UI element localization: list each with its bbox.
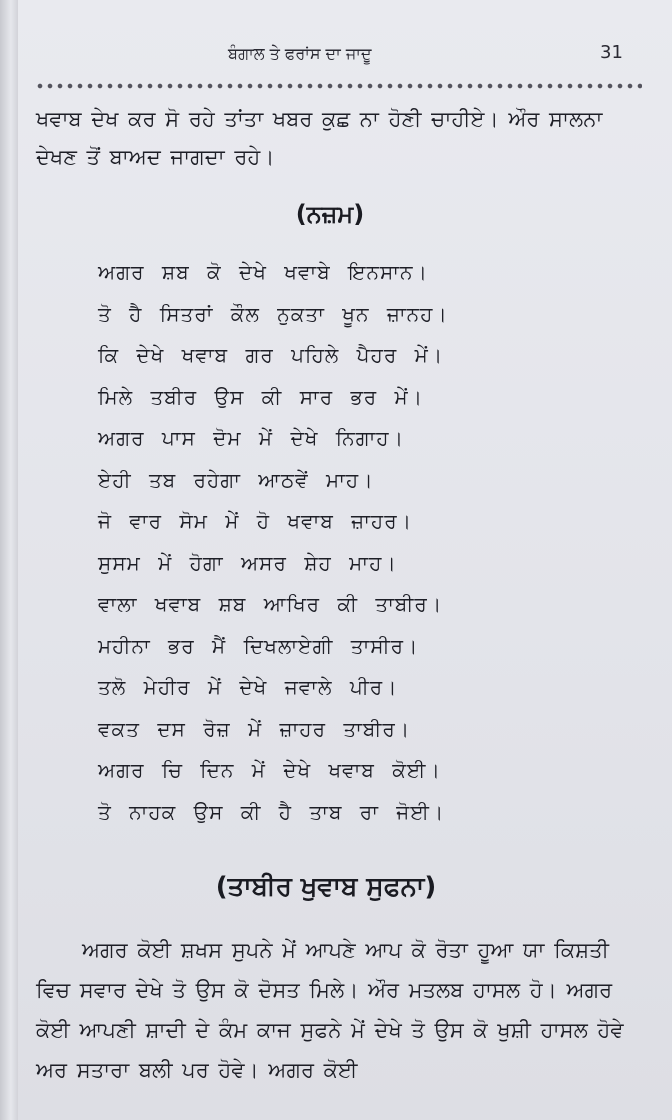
verse-line: ਤੋ ਹੈ ਸਿਤਰਾਂ ਕੌਲ ਨੁਕਤਾ ਖੂਨ ਜ਼ਾਨਹ। — [98, 301, 448, 326]
verse-line: ਤਲੋ ਮੇਹੀਰ ਮੇਂ ਦੇਖੇ ਜਵਾਲੇ ਪੀਰ। — [98, 675, 398, 699]
verse-line: ਵਕਤ ਦਸ ਰੋਜ਼ ਮੇਂ ਜ਼ਾਹਰ ਤਾਬੀਰ। — [98, 716, 411, 741]
ornamental-divider — [36, 80, 642, 92]
running-head: ਬੰਗਾਲ ਤੇ ਫਰਾਂਸ ਦਾ ਜਾਦੂ — [228, 44, 372, 63]
verse-line: ਅਗਰ ਪਾਸ ਦੋਮ ਮੇਂ ਦੇਖੇ ਨਿਗਾਹ। — [98, 426, 405, 450]
page-number: 31 — [600, 42, 623, 63]
verse-line: ਅਗਰ ਚਿ ਦਿਨ ਮੇਂ ਦੇਖੇ ਖਵਾਬ ਕੋਈ। — [98, 758, 441, 782]
book-binding-edge — [0, 0, 19, 1120]
verse-line: ਮਹੀਨਾ ਭਰ ਮੈਂ ਦਿਖਲਾਏਗੀ ਤਾਸੀਰ। — [98, 633, 419, 658]
section-heading-nazm: (ਨਜ਼ਮ) — [295, 200, 365, 228]
verse-list — [98, 252, 558, 833]
verse-line: ਅਗਰ ਸ਼ਬ ਕੋ ਦੇਖੇ ਖਵਾਬੇ ਇਨਸਾਨ। — [98, 260, 428, 284]
verse-line: ਕਿ ਦੇਖੇ ਖਵਾਬ ਗਰ ਪਹਿਲੇ ਪੈਹਰ ਮੇਂ। — [98, 343, 444, 367]
verse-line: ਵਾਲਾ ਖਵਾਬ ਸ਼ਬ ਆਖਿਰ ਕੀ ਤਾਬੀਰ। — [98, 592, 443, 616]
verse-line: ਸੁਸਮ ਮੇਂ ਹੋਗਾ ਅਸਰ ਸ਼ੇਹ ਮਾਹ। — [98, 550, 397, 575]
body-paragraph: ਅਗਰ ਕੋਈ ਸ਼ਖਸ ਸੁਪਨੇ ਮੇਂ ਆਪਣੇ ਆਪ ਕੋ ਰੋਤਾ ਹੂਆ ਯਾ ਕਿਸ਼ਤੀ ਵਿਚ ਸਵਾਰ ਦੇਖੇ ਤੋ ਉਸ ਕੋ ਦੋਸਤ ਮਿਲੇ। ਔਰ ਮਤਲਬ ਹਾਸਲ ਹੋ। ਅਗਰ ਕੋਈ ਆਪਣੀ ਸ਼ਾਦੀ ਦੇ ਕੰਮ ਕਾਜ ਸੁਫਨੇ ਮੇਂ ਦੇਖੇ ਤੋ ਉਸ ਕੋ ਖੁਸ਼ੀ ਹਾਸਲ ਹੋਵੇ ਅਰ ਸਤਾਰਾ ਬਲੀ ਪਰ ਹੋਵੇ। ਅਗਰ ਕੋਈ — [36, 938, 624, 1082]
verse-line: ਏਹੀ ਤਬ ਰਹੇਗਾ ਆਠਵੇਂ ਮਾਹ। — [98, 467, 374, 492]
section-heading-tabir: (ਤਾਬੀਰ ਖੁਵਾਬ ਸੁਫਨਾ) — [215, 872, 437, 902]
verse-line: ਤੋ ਨਾਹਕ ਉਸ ਕੀ ਹੈ ਤਾਬ ਰਾ ਜੋਈ। — [98, 799, 445, 824]
verse-line: ਮਿਲੇ ਤਬੀਰ ਉਸ ਕੀ ਸਾਰ ਭਰ ਮੇਂ। — [98, 384, 424, 409]
intro-paragraph: ਖਵਾਬ ਦੇਖ ਕਰ ਸੋ ਰਹੇ ਤਾਂਤਾ ਖਬਰ ਕੁਛ ਨਾ ਹੋਣੀ ਚਾਹੀਏ। ਔਰ ਸਾਲਨਾ ਦੇਖਣ ਤੋਂ ਬਾਅਦ ਜਾਗਦਾ ਰਹੇ। — [36, 107, 603, 169]
verse-line: ਜੋ ਵਾਰ ਸੋਮ ਮੇਂ ਹੋ ਖਵਾਬ ਜ਼ਾਹਰ। — [98, 509, 413, 533]
